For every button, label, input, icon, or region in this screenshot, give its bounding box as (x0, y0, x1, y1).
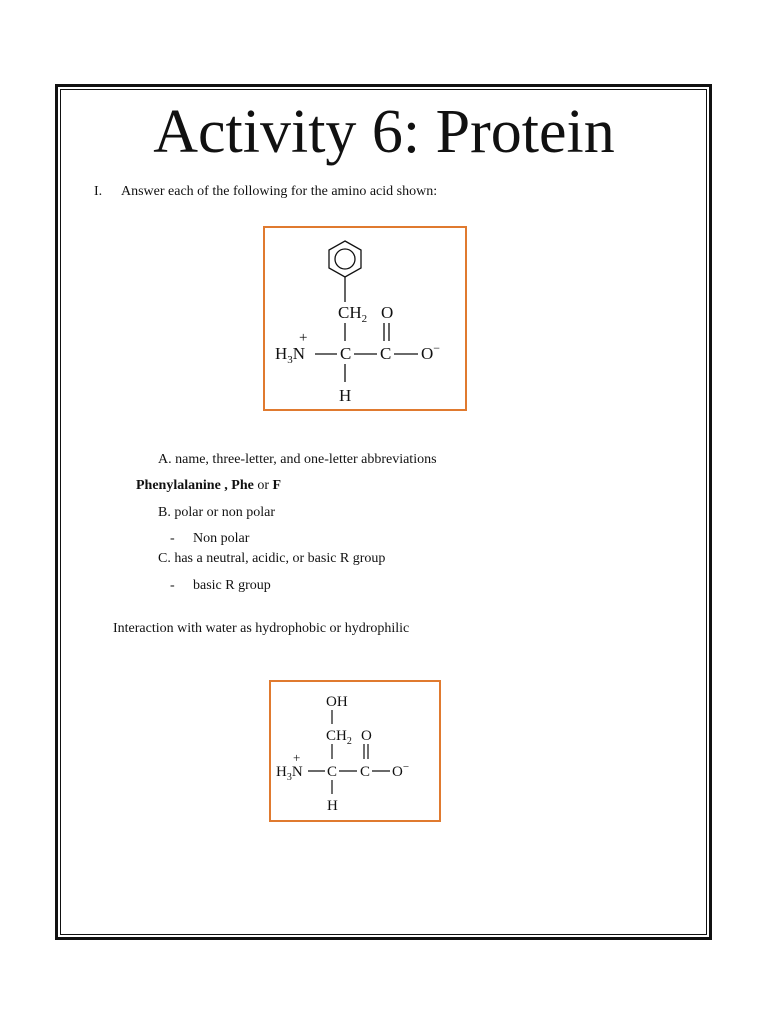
question-number: I. (94, 184, 103, 199)
plus-charge: + (299, 330, 308, 346)
benzene-aromatic-circle (335, 249, 355, 269)
page-title: Activity 6: Protein (153, 98, 615, 166)
part-a-prompt: A. name, three-letter, and one-letter abbreviations (158, 452, 437, 467)
carbonyl-o-label: O (361, 728, 372, 744)
alpha-hydrogen: H (339, 386, 352, 405)
part-b-dash: - (170, 531, 175, 546)
carboxyl-carbon: C (380, 344, 392, 363)
part-c-prompt: C. has a neutral, acidic, or basic R group (158, 551, 386, 566)
carboxyl-carbon: C (360, 764, 371, 780)
part-b-prompt: B. polar or non polar (158, 505, 276, 520)
ch2-label: $CH_2$ (326, 728, 352, 747)
serine-structure-box (269, 680, 441, 822)
phenylalanine-structure (265, 228, 465, 409)
alpha-carbon: C (327, 764, 338, 780)
plus-charge: + (293, 750, 301, 765)
amine-group: $H_3N$ (276, 764, 303, 783)
serine-structure (271, 682, 439, 820)
carboxylate-o: O− (392, 761, 410, 780)
part-a-answer: Phenylalanine , Phe or F (136, 478, 282, 493)
carboxylate-o: O− (421, 341, 441, 363)
carbonyl-o-label: O (381, 303, 394, 322)
hydroxyl-label: OH (326, 694, 348, 710)
ch2-label: $CH_2$ (338, 303, 368, 325)
question-text: Answer each of the following for the amino acid shown: (121, 184, 438, 199)
alpha-hydrogen: H (327, 798, 338, 814)
phenylalanine-structure-box (263, 226, 467, 411)
part-b-answer: Non polar (193, 531, 250, 546)
part-c-answer: basic R group (193, 578, 271, 593)
interaction-prompt: Interaction with water as hydrophobic or hydrophilic (113, 621, 410, 636)
part-c-dash: - (170, 578, 175, 593)
alpha-carbon: C (340, 344, 352, 363)
benzene-ring (329, 241, 361, 277)
amine-group: $H_3N$ (275, 344, 306, 366)
